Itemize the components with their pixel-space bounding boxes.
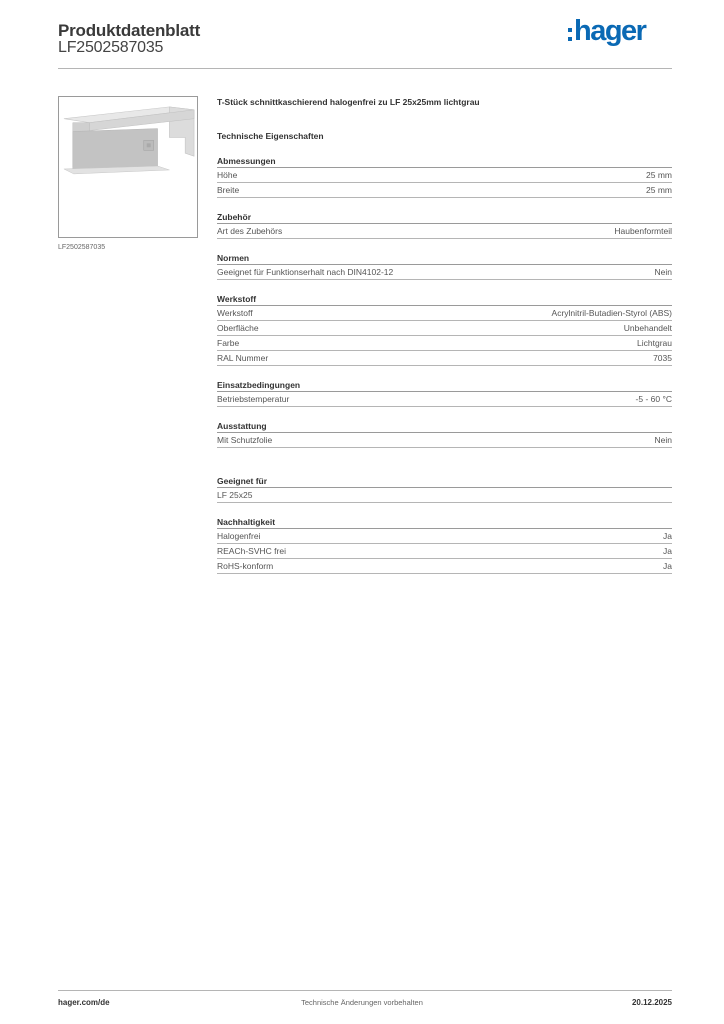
section-zubehoer [217,211,672,239]
spec-row [217,529,672,544]
section-title: Normen [217,252,672,265]
section-geeignet-fuer [217,475,672,503]
spec-value: 25 mm [646,170,672,180]
spec-value: Unbehandelt [623,323,672,333]
footer-divider [58,990,672,991]
spec-row [217,392,672,407]
hager-logo[interactable] [568,14,645,48]
spec-row [217,224,672,239]
spec-row [217,168,672,183]
section-werkstoff [217,293,672,366]
section-title: Abmessungen [217,155,672,168]
spec-value: Ja [663,531,672,541]
spec-row [217,336,672,351]
spec-value: Nein [654,267,672,277]
spec-label: Art des Zubehörs [217,226,283,236]
spec-label: Farbe [217,338,240,348]
spec-value: 25 mm [646,185,672,195]
logo-dots-icon [568,28,572,41]
spec-value: Ja [663,561,672,571]
spec-value: Acrylnitril-Butadien-Styrol (ABS) [551,308,672,318]
logo-text: hager [574,14,646,47]
spec-row [217,433,672,448]
spec-row [217,544,672,559]
spec-row [217,488,672,503]
spec-row [217,321,672,336]
spec-label: Halogenfrei [217,531,261,541]
image-caption: LF2502587035 [58,244,106,251]
section-title: Einsatzbedingungen [217,379,672,392]
section-einsatzbedingungen [217,379,672,407]
doc-title: Produktdatenblatt [58,21,201,40]
spec-value: Lichtgrau [637,338,672,348]
cable-duct-tee-piece-image [59,97,197,237]
section-nachhaltigkeit [217,516,672,574]
footer-notice: Technische Änderungen vorbehalten [301,998,423,1007]
spec-label: Werkstoff [217,308,253,318]
spec-label: Breite [217,185,240,195]
spec-label: Mit Schutzfolie [217,435,273,445]
section-title: Ausstattung [217,420,672,433]
footer-website-link[interactable]: hager.com/de [58,998,110,1007]
section-title: Werkstoff [217,293,672,306]
spec-row [217,351,672,366]
spec-value: Nein [654,435,672,445]
header-divider [58,68,672,69]
spec-row [217,265,672,280]
spec-row [217,306,672,321]
spec-label: Betriebstemperatur [217,394,290,404]
section-title: Geeignet für [217,475,672,488]
spec-row [217,559,672,574]
datasheet-content [217,96,672,574]
spec-row [217,183,672,198]
spec-label: Höhe [217,170,238,180]
product-description: T-Stück schnittkaschierend halogenfrei zu LF 25x25mm lichtgrau [217,97,480,107]
section-title: Nachhaltigkeit [217,516,672,529]
section-normen [217,252,672,280]
spec-label: RAL Nummer [217,353,269,363]
spec-value: Haubenformteil [614,226,672,236]
product-image [58,96,198,238]
spec-label: LF 25x25 [217,490,253,500]
footer-date: 20.12.2025 [631,998,672,1007]
spec-label: Geeignet für Funktionserhalt nach DIN4102-12 [217,267,394,277]
spec-label: REACh-SVHC frei [217,546,286,556]
spec-value: 7035 [653,353,672,363]
section-ausstattung [217,420,672,448]
spec-label: Oberfläche [217,323,259,333]
product-number: LF2502587035 [58,39,164,56]
technical-heading: Technische Eigenschaften [217,131,324,141]
spec-label: RoHS-konform [217,561,274,571]
section-abmessungen [217,155,672,198]
spec-value: Ja [663,546,672,556]
section-title: Zubehör [217,211,672,224]
spec-value: -5 - 60 °C [635,394,672,404]
